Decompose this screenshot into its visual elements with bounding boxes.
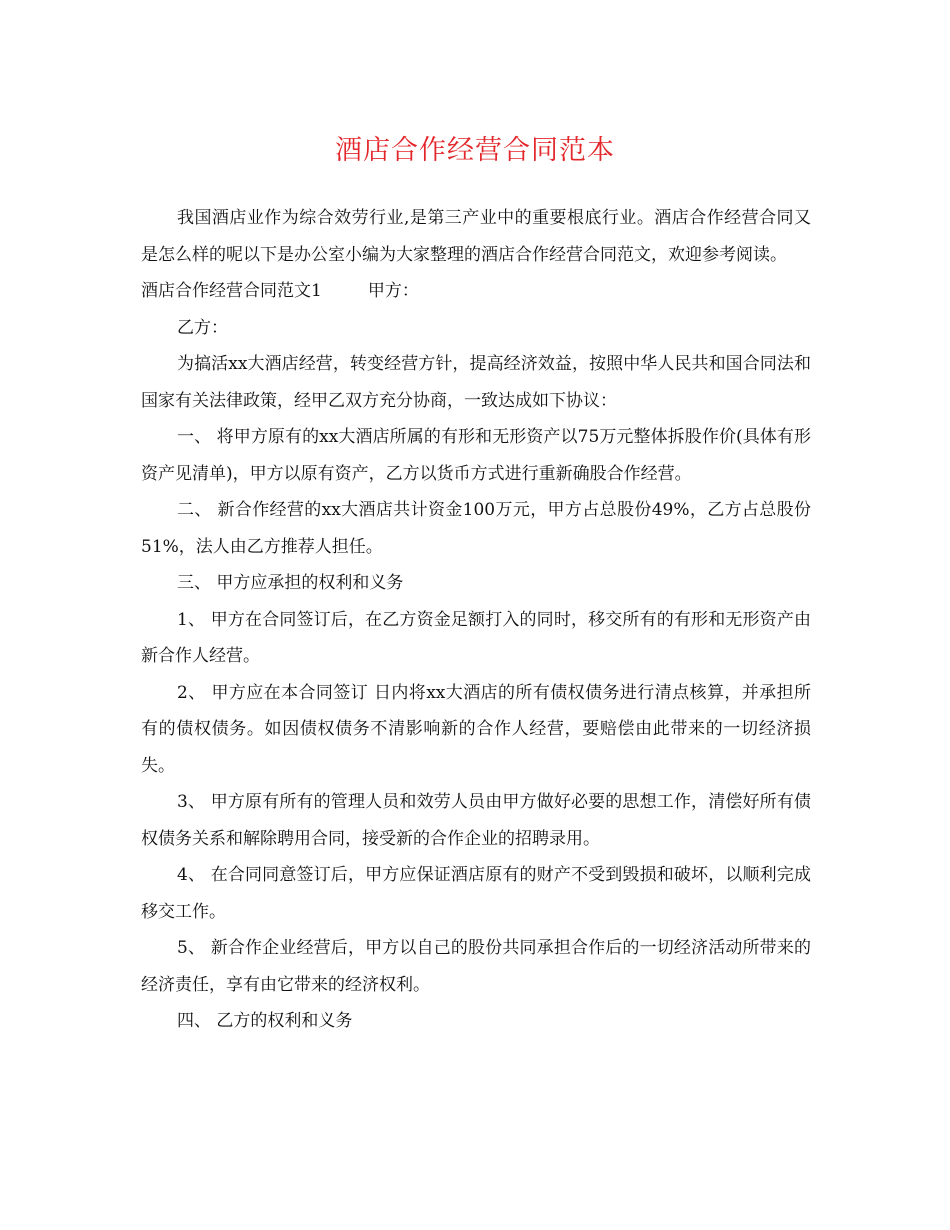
clause-3-item-5: 5、 新合作企业经营后，甲方以自己的股份共同承担合作后的一切经济活动所带来的经济责任，享有由它带来的经济权利。 <box>141 938 811 995</box>
clause-3-item-4: 4、 在合同同意签订后，甲方应保证酒店原有的财产不受到毁损和破坏，以顺利完成移交工作。 <box>141 865 811 922</box>
document-body <box>141 200 811 1040</box>
clause-3-item-3: 3、 甲方原有所有的管理人员和效劳人员由甲方做好必要的思想工作，清偿好所有债权债务关系和解除聘用合同，接受新的合作企业的招聘录用。 <box>141 792 811 849</box>
clause-3-heading: 三、 甲方应承担的权利和义务 <box>177 573 404 593</box>
sample-heading-row <box>141 273 811 310</box>
clause-4-heading: 四、 乙方的权利和义务 <box>177 1011 353 1031</box>
clause-3-item-2: 2、 甲方应在本合同签订 日内将xx大酒店的所有债权债务进行清点核算，并承担所有的债权债务。如因债权债务不清影响新的合作人经营，要赔偿由此带来的一切经济损失。 <box>141 682 811 776</box>
intro-paragraph: 我国酒店业作为综合效劳行业,是第三产业中的重要根底行业。酒店合作经营合同又是怎么样的呢以下是办公室小编为大家整理的酒店合作经营合同范文，欢迎参考阅读。 <box>141 208 811 265</box>
document-title: 酒店合作经营合同范本 <box>335 135 615 166</box>
clause-1: 一、 将甲方原有的xx大酒店所属的有形和无形资产以75万元整体拆股作价(具体有形资产见清单)，甲方以原有资产，乙方以货币方式进行重新确股合作经营。 <box>141 427 811 484</box>
clause-3-item-1: 1、 甲方在合同签订后，在乙方资金足额打入的同时，移交所有的有形和无形资产由新合作人经营。 <box>141 609 811 666</box>
party-a-label: 甲方： <box>367 281 419 301</box>
clause-2: 二、 新合作经营的xx大酒店共计资金100万元，甲方占总股份49%，乙方占总股份51%，法人由乙方推荐人担任。 <box>141 500 811 557</box>
party-b-label: 乙方： <box>177 317 228 338</box>
sample-heading: 酒店合作经营合同范文1 <box>141 281 322 301</box>
preamble-paragraph: 为搞活xx大酒店经营，转变经营方针，提高经济效益，按照中华人民共和国合同法和国家有关法律政策，经甲乙双方充分协商，一致达成如下协议： <box>141 354 811 411</box>
